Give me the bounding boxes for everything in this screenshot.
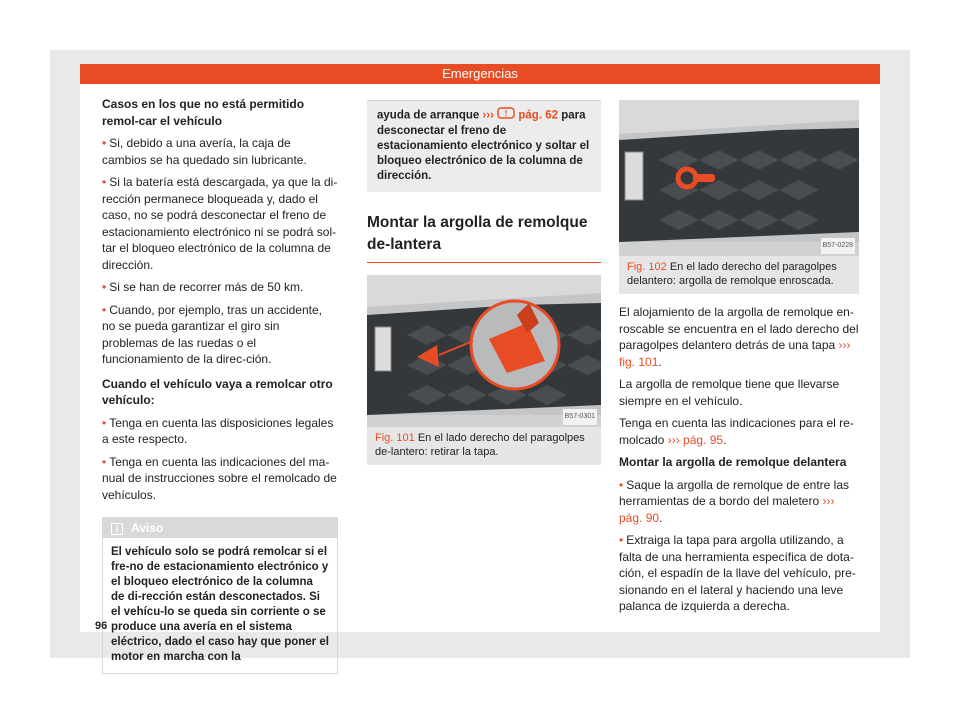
- bullet-item: • Extraiga la tapa para argolla utilizando, a falta de una herramienta específica de dota-ción, el espadín de la llave del vehículo, pre-sionando en el lateral y haciendo una leve palanca de izquierda a derecha.: [619, 533, 856, 613]
- aviso-text: El vehículo solo se podrá remolcar si el fre-no de estacionamiento electrónico y el bloqueo electrónico de la columna de di-rección están desconectados. Si el vehícu-lo se queda sin corriente o se produce una avería en el sistema eléctrico, dado el caso hay que poner el motor en marcha con la: [111, 546, 329, 663]
- bullet-item: • Tenga en cuenta las disposiciones legales a este respecto.: [102, 415, 334, 446]
- page-header: Emergencias: [80, 64, 880, 84]
- figure-102-caption: Fig. 102 En el lado derecho del paragolpes delantero: argolla de remolque enroscada.: [619, 256, 859, 294]
- column-3: [619, 100, 859, 621]
- bullet-item: • Si, debido a una avería, la caja de cambios se ha quedado sin lubricante.: [102, 136, 307, 167]
- page-reference[interactable]: ››› pág. 95: [667, 432, 724, 447]
- heading-no-remolcar: Casos en los que no está permitido remol-car el vehículo: [102, 97, 305, 128]
- bullet-icon: •: [102, 280, 107, 294]
- figure-101-caption: Fig. 101 En el lado derecho del paragolpes de-lantero: retirar la tapa.: [367, 427, 601, 465]
- bullet-icon: •: [619, 477, 624, 492]
- page-number: 96: [95, 620, 108, 632]
- bullet-icon: •: [102, 415, 107, 430]
- aviso-continuation: ayuda de arranque ››› ! pág. 62 para desconectar el freno de estacionamiento electrónico y soltar el bloqueo electrónico de la columna de dirección.: [367, 100, 601, 192]
- svg-text:!: !: [504, 109, 508, 118]
- heading-montar-argolla: Montar la argolla de remolque delantera: [619, 455, 847, 469]
- paragraph: La argolla de remolque tiene que llevarse siempre en el vehículo.: [619, 377, 840, 408]
- bullet-item: • Tenga en cuenta las indicaciones del ma-nual de instrucciones sobre el remolcado de vehículos.: [102, 454, 337, 502]
- bullet-icon: •: [102, 136, 107, 150]
- page-reference[interactable]: pág. 62: [518, 109, 559, 122]
- figure-code: B57-0301: [563, 409, 597, 426]
- section-title: Montar la argolla de remolque de-lantera: [367, 212, 601, 263]
- column-2: [367, 100, 601, 475]
- figure-code: B57-0228: [821, 238, 855, 255]
- bullet-icon: •: [619, 533, 624, 547]
- warning-light-icon: [497, 107, 515, 124]
- paragraph: Tenga en cuenta las indicaciones para el re-molcado ››› pág. 95.: [619, 416, 854, 447]
- page-reference[interactable]: ››› pág. 90: [619, 494, 835, 525]
- figure-reference[interactable]: ››› fig. 101: [619, 338, 851, 369]
- bullet-item: • Si se han de recorrer más de 50 km.: [102, 280, 304, 294]
- info-icon: i: [111, 523, 123, 535]
- figure-102-image: [619, 100, 859, 256]
- bullet-item: • Cuando, por ejemplo, tras un accidente, no se pueda garantizar el giro sin problemas de las ruedas o el funcionamiento de la direc-ción.: [102, 302, 322, 366]
- bullet-icon: •: [102, 302, 107, 317]
- figure-101-image: [367, 275, 601, 427]
- bullet-icon: •: [102, 175, 107, 189]
- bullet-item: • Saque la argolla de remolque de entre las herramientas de a bordo del maletero ››› pág. 90.: [619, 477, 850, 525]
- paragraph: El alojamiento de la argolla de remolque en-roscable se encuentra en el lado derecho del paragolpes delantero detrás de una tapa ››› fig. 101.: [619, 305, 859, 369]
- heading-remolcar-otro: Cuando el vehículo vaya a remolcar otro vehículo:: [102, 376, 333, 407]
- column-1: [102, 96, 338, 674]
- bullet-item: • Si la batería está descargada, ya que la di-rección permanece bloqueada y, dado el caso, no se podrá desconectar el freno de estacionamiento electrónico ni se podrá sol-tar el bloqueo electrónico de la columna de dirección.: [102, 175, 338, 272]
- aviso-header: i Aviso: [103, 518, 337, 538]
- aviso-box: [102, 517, 338, 674]
- bullet-icon: •: [102, 454, 107, 469]
